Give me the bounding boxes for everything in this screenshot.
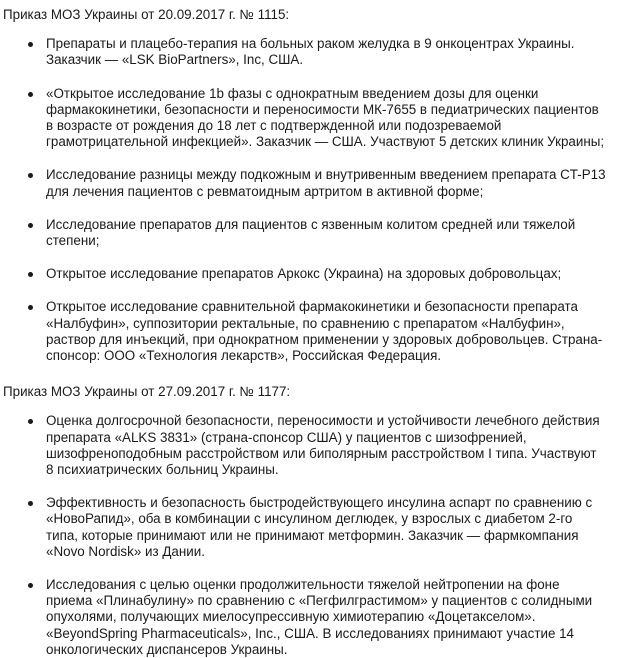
bullet-icon <box>28 501 33 506</box>
trial-list-1177 <box>3 413 614 658</box>
list-item: Препараты и плацебо-терапия на больных раком желудка в 9 онкоцентрах Украины. Заказчик — «LSK BioPartners», Inc, США. <box>3 36 614 68</box>
order-heading-1115: Приказ МОЗ Украины от 20.09.2017 г. № 1115: <box>3 7 290 22</box>
bullet-icon <box>28 272 33 277</box>
bullet-icon <box>28 42 33 47</box>
bullet-icon <box>28 305 33 310</box>
list-item: Открытое исследование сравнительной фармакокинетики и безопасности препарата «Налбуфин», суппозитории ректальные, по сравнению с препаратом «Налбуфин», раствор для инъекций, при однократном применении у здоровых добровольцев. Страна-спонсор: ООО «Технология лекарств», Российская Федерация. <box>3 299 614 364</box>
bullet-icon <box>28 419 33 424</box>
list-item: «Открытое исследование 1b фазы с однократным введением дозы для оценки фармакокинетики, безопасности и переносимости МК-7655 в педиатрических пациентов в возрасте от рождения до 18 лет с подтвержденной или подозреваемой грамотрицательной инфекцией». Заказчик — США. Участвуют 5 детских клиник Украины; <box>3 86 614 151</box>
list-item: Исследование препаратов для пациентов с язвенным колитом средней или тяжелой степени; <box>3 217 614 249</box>
list-item: Открытое исследование препаратов Аркокс (Украина) на здоровых добровольцах; <box>3 266 614 282</box>
order-heading-1177: Приказ МОЗ Украины от 27.09.2017 г. № 1177: <box>3 384 291 400</box>
bullet-icon <box>28 223 33 228</box>
bullet-icon <box>28 583 33 588</box>
bullet-icon <box>28 92 33 97</box>
bullet-icon <box>28 173 33 178</box>
list-item: Исследования с целью оценки продолжительности тяжелой нейтропении на фоне приема «Плинабулину» по сравнению с «Пегфилграстимом» у пациентов с солидными опухолями, получающих миелосупрессивную химиотерапию «Доцетакселом». «BeyondSpring Pharmaceuticals», Inc., США. В исследованиях принимают участие 14 онкологических диспансеров Украины. <box>3 577 614 658</box>
trial-list-1115 <box>3 36 614 364</box>
list-item: Эффективность и безопасность быстродействующего инсулина аспарт по сравнению с «НовоРапид», оба в комбинации с инсулином деглюдек, у взрослых с диабетом 2-го типа, которые принимают или не принимают метформин. Заказчик — фармкомпания «Novo Nordisk» из Дании. <box>3 495 614 560</box>
list-item: Оценка долгосрочной безопасности, переносимости и устойчивости лечебного действия препарата «ALKS 3831» (страна-спонсор США) у пациентов с шизофренией, шизофреноподобным расстройством или биполярным расстройством I типа. Участвуют 8 психиатрических больниц Украины. <box>3 413 614 478</box>
list-item: Исследование разницы между подкожным и внутривенным введением препарата CT-P13 для лечения пациентов с ревматоидным артритом в активной форме; <box>3 167 614 199</box>
